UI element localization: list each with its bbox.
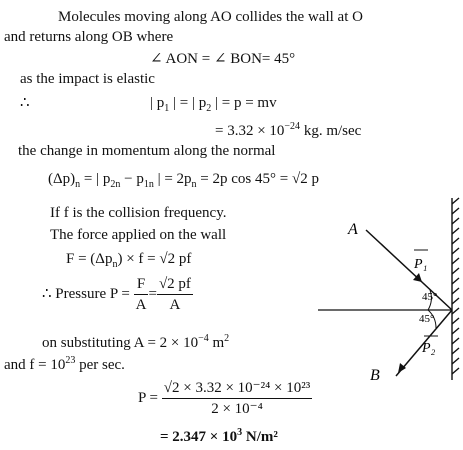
text-line-1: Molecules moving along AO collides the wall at O — [58, 9, 363, 25]
label-p2: P₂ — [422, 341, 436, 356]
text-line-force: The force applied on the wall — [50, 227, 227, 243]
text-line-change: the change in momentum along the normal — [18, 143, 276, 159]
pressure-equation: ∴ Pressure P = $\frac{F}{A}$ = $\frac{√2 pf}{A}$ — [42, 276, 191, 313]
label-b: B — [370, 367, 380, 380]
momentum-change-equation: $(\Delta p)_n$ = | $p_{2n} - p_{1n}$ | = $2p_n = 2p$ cos 45° = √2 p — [48, 171, 319, 190]
collision-diagram — [318, 170, 460, 380]
momentum-value: = $3.32 \times 10^{-24}$ kg. m/sec — [215, 121, 362, 139]
frequency-value-line: and $f = 10^{23}$ per sec. — [4, 355, 125, 373]
angle-label-bottom: 45° — [419, 313, 435, 325]
text-line-elastic: as the impact is elastic — [20, 71, 155, 87]
angle-label-top: 45° — [422, 291, 438, 303]
wall-hatching — [452, 198, 459, 380]
momentum-equation: | $p_1$ | = | $p_2$ | = p = mv — [150, 95, 277, 114]
label-p1: P₁ — [414, 257, 428, 272]
incident-ray — [366, 230, 452, 310]
pressure-fraction: $\frac{\text{√2 × 3.32 × 10⁻²⁴ × 10²³}}{\text{2 × 10⁻⁴}}$ — [163, 380, 311, 417]
pressure-calculation: P = $\frac{\text{√2 × 3.32 × 10⁻²⁴ × 10²³}}{\text{2 × 10⁻⁴}}$ — [138, 380, 311, 417]
substitution-line: on substituting $A = 2 \times 10^{-4}$ $m^2$ — [42, 333, 230, 351]
therefore-symbol: ∴ — [20, 95, 30, 111]
fraction-f-over-a: $\frac{F}{A}$ — [135, 276, 147, 313]
angle-equation: ∠ AON = ∠ BON= 45° — [150, 51, 296, 67]
fraction-root2pf-over-a: $\frac{√2 pf}{A}$ — [158, 276, 191, 313]
text-line-frequency: If f is the collision frequency. — [50, 205, 227, 221]
text-line-2: and returns along OB where — [4, 29, 174, 45]
force-equation: $F = (\Delta p_n) \times f = √2$ pf — [66, 251, 192, 270]
label-a: A — [348, 221, 358, 238]
final-pressure: = $2.347 \times 10^3$ N/m² — [160, 427, 278, 445]
